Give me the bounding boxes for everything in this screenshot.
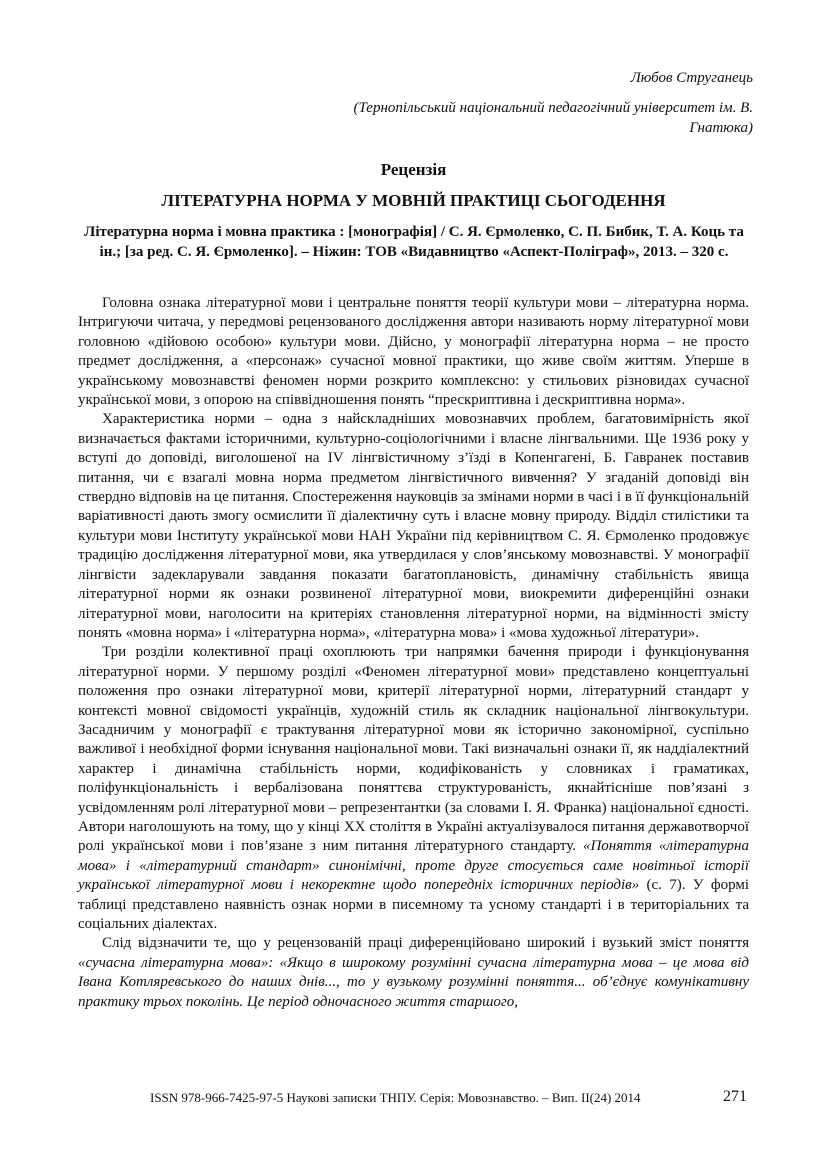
paragraph-4 [78,934,749,1012]
article-title: ЛІТЕРАТУРНА НОРМА У МОВНІЙ ПРАКТИЦІ СЬОГОДЕННЯ [161,191,666,210]
paragraph-4-quote: «Якщо в широкому розумінні сучасна літературна мова – це мова від Івана Котляревського до наших днів..., то у вузькому розумінні поняття... об’єднує комунікативну практику трьох поколінь. Це період одночасного життя старшого, [78,954,750,1010]
paragraph-4-term: «сучасна літературна мова»: [78,954,274,971]
article-body [78,294,749,1012]
section-rubric: Рецензія [380,160,447,179]
paragraph-1: Головна ознака літературної мови і центральне поняття теорії культури мови – літературна норма. Інтригуючи читача, у передмові рецензованого дослідження автори називають норму літературної мови головною «дійовою особою» культури мови. Дійсно, у монографії літературна норма – не просто предмет дослідження, а «персонаж» сучасної мовної практики, що живе своїм життям. Уперше в українському мовознавстві феномен норми розкрито комплексно: у стильових різновидах сучасної української мови, з опорою на співвідношення понять “прескриптивна і дескриптивна норма». [78,295,749,409]
page-number: 271 [723,1088,747,1105]
paragraph-3-quote: «Поняття «літературна мова» і «літературний стандарт» синонімічні, проте друге стосується саме новітньої історії української літературної мови і некоректне щодо попередніх історичних періодів» [78,838,749,894]
author-affiliation: (Тернопільський національний педагогічний університет ім. В. Гнатюка) [353,100,753,136]
bibliographic-reference: Літературна норма і мовна практика : [монографія] / С. Я. Єрмоленко, С. П. Бибик, Т. А. Коць та ін.; [за ред. С. Я. Єрмоленко]. – Ніжин: ТОВ «Видавництво «Аспект-Поліграф», 2013. – 320 с. [84,224,744,260]
paragraph-2: Характеристика норми – одна з найскладніших мовознавчих проблем, багатовимірність якої визначається фактами історичними, культурно-соціологічними і власне лінгвальними. Ще 1936 року у вступі до доповіді, виголошеної на IV лінгвістичному з’їзді в Копенгагені, Б. Гавранек поставив питання, чи є взагалі мовна норма предметом лінгвістичного вивчення? У згаданій доповіді він ствердно відповів на це питання. Спостереження науковців за змінами норми в часі і в її функціональній варіативності дають змогу осмислити її діалектичну суть і власне мовну природу. Відділ стилістики та культури мови Інституту української мови НАН України під керівництвом С. Я. Єрмоленко продовжує традицію дослідження літературної мови, яка утвердилася у слов’янському мовознавстві. У монографії лінгвісти задекларували завдання показати багатоплановість, динамічну стабільність явища літературної норми як ознаки розвиненої літературної мови, виокремити диференційні ознаки літературної мови, наголосити на критеріях становлення літературної норми, на відмінності змісту понять «мовна норма» і «літературна норма», «літературна мова» і «мова художньої літератури». [78,411,749,641]
paragraph-3 [78,643,749,934]
journal-footer: ISSN 978-966-7425-97-5 Наукові записки ТНПУ. Серія: Мовознавство. – Вип. ІІ(24) 2014 [150,1090,641,1105]
paragraph-3-text: Три розділи колективної праці охоплюють три напрямки бачення природи і функціонування літературної норми. У першому розділі «Феномен літературної мови» представлено концептуальні положення про ознаки літературної мови, критерії літературної норми, літературний стандарт у контексті мовної свідомості українців, художній стиль як складник національної лінгвокультури. Засадничим у монографії є трактування літературної мови як історично закономірної, суспільно важливої і необхідної форми існування національної мови. Такі визначальні ознаки її, як наддіалектний характер і динамічна стабільність норми, кодифікованість у словниках і граматиках, поліфункціональність і вербалізована поняттєва структурованість, якнайтісніше пов’язані з усвідомленням ролі літературної мови – репрезентантки (за словами І. Я. Франка) національної єдності. Автори наголошують на тому, що у кінці XX століття в Україні актуалізувалося питання державотворчої ролі української мови і пов’язане з ним питання літературного стандарту. [78,644,749,855]
paragraph-4-text: Слід відзначити те, що у рецензованій праці диференційовано широкий і вузький зміст поняття [102,935,749,952]
paragraph-3-tail: (с. 7). У формі таблиці представлено наявність ознак норми в писемному та усному стандарті і в територіальних та соціальних діалектах. [78,877,750,932]
author-name: Любов Струганець [630,70,753,86]
